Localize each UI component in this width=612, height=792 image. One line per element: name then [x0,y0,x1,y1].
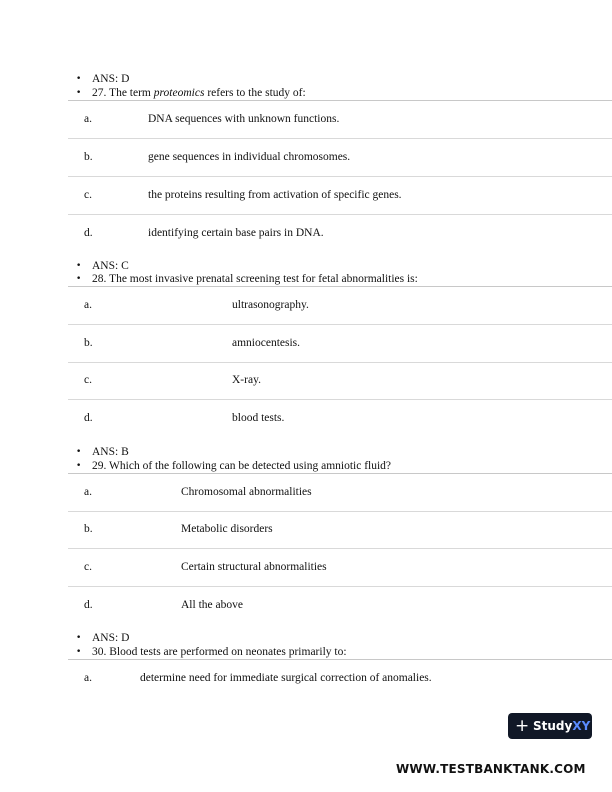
logo-wordmark: StudyXY [533,719,591,733]
answer-bullet [92,259,129,273]
question-emphasis: proteomics [153,87,205,99]
option-text: Chromosomal abnormalities [181,486,312,498]
option-text: Metabolic disorders [181,523,273,535]
option-text: amniocentesis. [232,337,301,349]
option-row [68,400,612,437]
option-text: DNA sequences with unknown functions. [148,113,340,125]
option-row [68,215,612,252]
option-row [68,139,612,177]
option-row [68,101,612,139]
option-text: determine need for immediate surgical correction of anomalies. [140,672,432,684]
option-text: the proteins resulting from activation of specific genes. [148,189,402,201]
option-row [68,362,612,400]
option-text: X-ray. [232,374,261,386]
answer-bullet [92,631,129,645]
option-letter: a. [84,672,92,684]
option-letter: d. [84,412,93,424]
answer-text: ANS: C [92,260,129,272]
option-text: identifying certain base pairs in DNA. [148,227,324,239]
option-letter: b. [84,151,93,163]
option-text: All the above [181,599,243,611]
option-letter: a. [84,113,92,125]
option-letter: c. [84,561,92,573]
option-row [68,325,612,363]
option-text: blood tests. [232,412,285,424]
question-bullet [92,645,347,659]
answer-text: ANS: B [92,446,129,458]
studyxy-logo[interactable] [508,713,592,739]
question-text: 29. Which of the following can be detected using amniotic fluid? [92,460,392,472]
option-row [68,549,612,587]
question-text-tail: refers to the study of: [204,87,306,99]
option-letter: c. [84,189,92,201]
answer-bullet [92,445,129,459]
option-row [68,660,612,697]
option-letter: b. [84,337,93,349]
option-letter: c. [84,374,92,386]
option-row [68,287,612,325]
option-row [68,177,612,215]
option-row [68,474,612,512]
question-bullet [92,86,306,100]
question-bullet [92,272,418,286]
option-letter: b. [84,523,93,535]
option-letter: a. [84,299,92,311]
plus-icon: + [515,716,530,736]
answer-bullet [92,72,129,86]
option-letter: d. [84,599,93,611]
question-text: 30. Blood tests are performed on neonates primarily to: [92,646,347,658]
question-bullet [92,459,391,473]
option-letter: d. [84,227,93,239]
option-row [68,587,612,624]
footer-site-link[interactable]: WWW.TESTBANKTANK.COM [396,762,586,776]
answer-text: ANS: D [92,632,130,644]
question-text: 27. The term [92,87,154,99]
answer-text: ANS: D [92,73,130,85]
option-text: ultrasonography. [232,299,309,311]
option-row [68,511,612,549]
question-text: 28. The most invasive prenatal screening test for fetal abnormalities is: [92,273,418,285]
option-text: Certain structural abnormalities [181,561,327,573]
option-letter: a. [84,486,92,498]
option-text: gene sequences in individual chromosomes. [148,151,351,163]
